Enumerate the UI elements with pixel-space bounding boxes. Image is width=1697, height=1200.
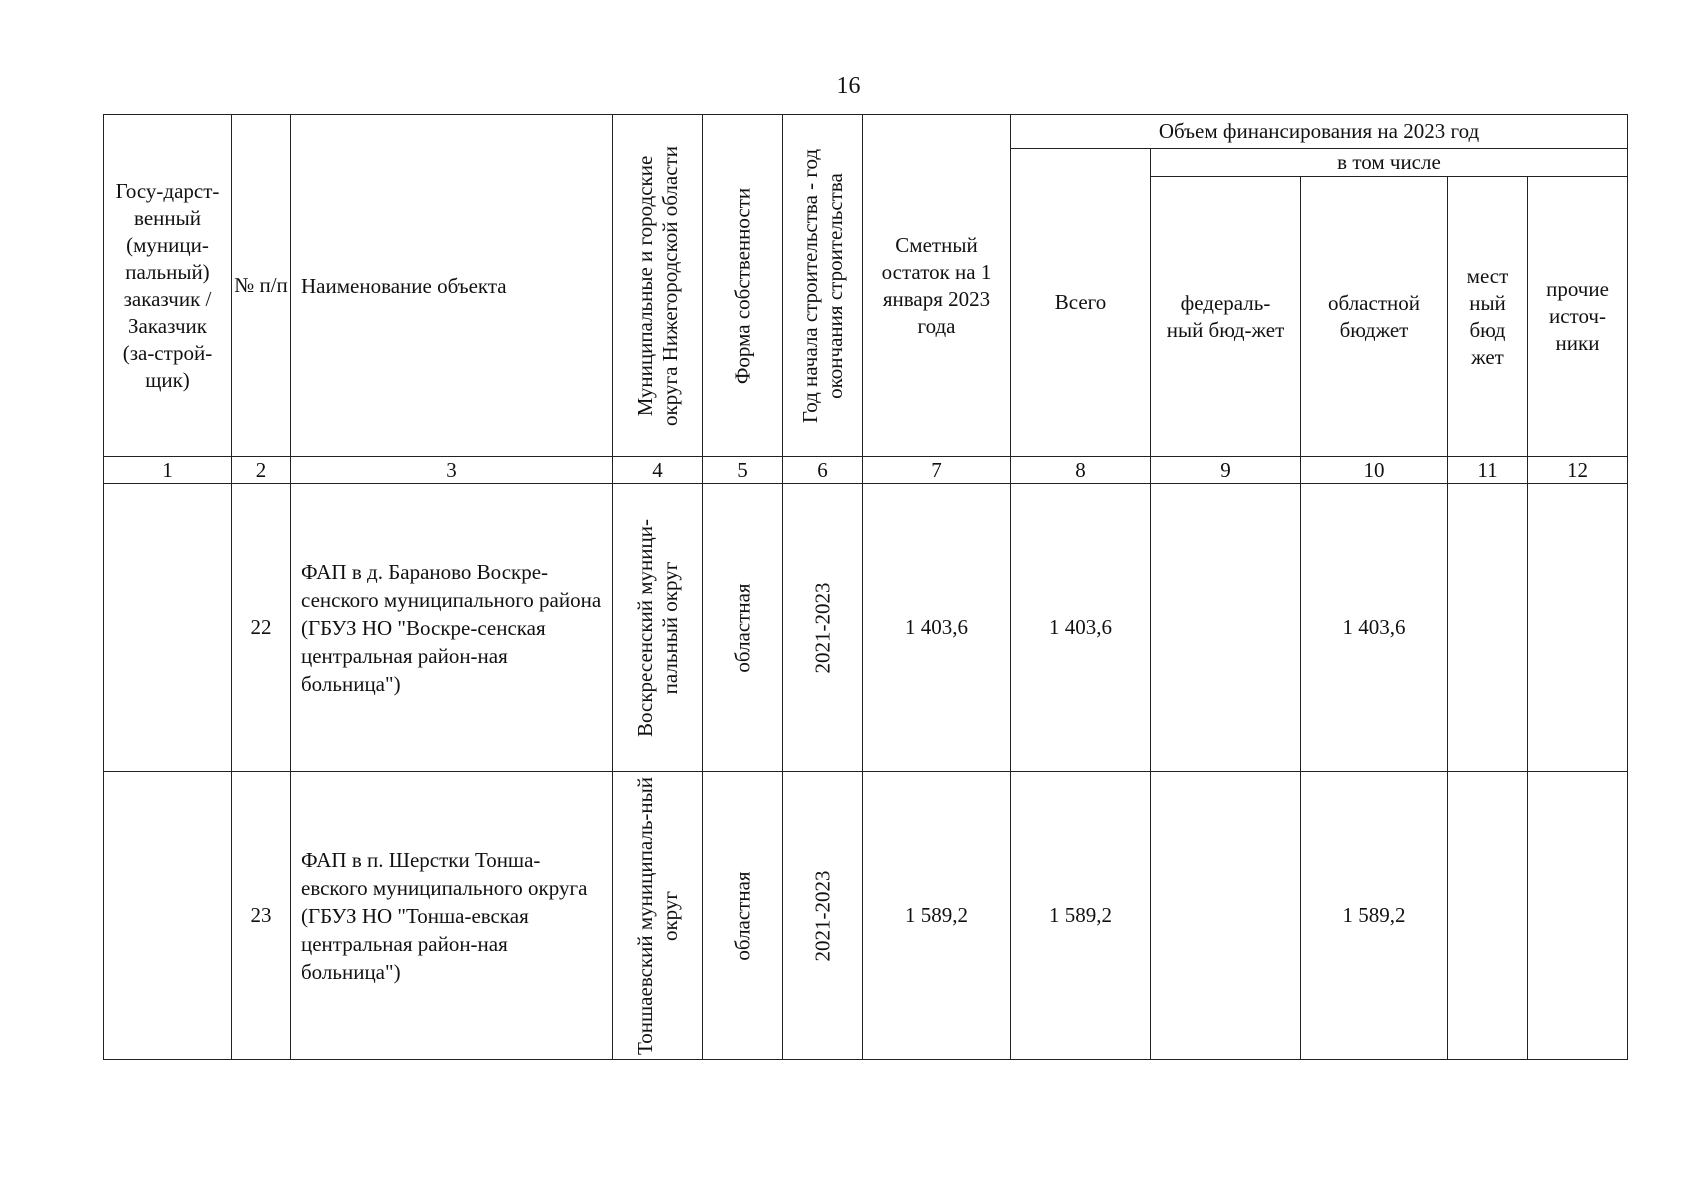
- row-number: 22: [232, 484, 291, 772]
- row-ownership-cell: [703, 772, 783, 1060]
- row-federal: [1151, 484, 1301, 772]
- row-local: [1448, 484, 1528, 772]
- column-number: 5: [703, 457, 783, 484]
- row-other: [1528, 484, 1628, 772]
- table-row: [104, 484, 1628, 772]
- column-number: 3: [291, 457, 613, 484]
- row-total: 1 403,6: [1011, 484, 1151, 772]
- column-number: 11: [1448, 457, 1528, 484]
- row-local: [1448, 772, 1528, 1060]
- header-years-cell: [783, 115, 863, 457]
- header-number: № п/п: [232, 115, 291, 457]
- row-federal: [1151, 772, 1301, 1060]
- header-local: мест ный бюд жет: [1448, 177, 1528, 457]
- row-total: 1 589,2: [1011, 772, 1151, 1060]
- row-ownership: областная: [730, 870, 754, 961]
- financing-table: [103, 114, 1628, 1060]
- row-years: 2021-2023: [810, 870, 834, 961]
- row-district: Воскресенский муници-пальный округ: [632, 518, 682, 737]
- row-years-cell: [783, 484, 863, 772]
- header-federal: федераль-ный бюд-жет: [1151, 177, 1301, 457]
- header-other: прочие источ-ники: [1528, 177, 1628, 457]
- column-number: 9: [1151, 457, 1301, 484]
- column-number: 6: [783, 457, 863, 484]
- row-district-cell: [613, 484, 703, 772]
- row-years-cell: [783, 772, 863, 1060]
- row-years: 2021-2023: [810, 582, 834, 673]
- row-regional: 1 589,2: [1301, 772, 1448, 1060]
- row-object-name: ФАП в д. Бараново Воскре-сенского муниципального района (ГБУЗ НО "Воскре-сенская центральная район-ная больница"): [291, 484, 613, 772]
- header-ownership: Форма собственности: [730, 187, 754, 384]
- column-number: 2: [232, 457, 291, 484]
- column-number: 10: [1301, 457, 1448, 484]
- header-total: Всего: [1011, 149, 1151, 457]
- page-number: 16: [836, 73, 861, 99]
- header-including-group: в том числе: [1151, 149, 1628, 177]
- header-estimate-balance: Сметный остаток на 1 января 2023 года: [863, 115, 1011, 457]
- header-ownership-cell: [703, 115, 783, 457]
- row-estimate-balance: 1 589,2: [863, 772, 1011, 1060]
- column-number: 1: [104, 457, 232, 484]
- row-regional: 1 403,6: [1301, 484, 1448, 772]
- header-district-cell: [613, 115, 703, 457]
- row-customer: [104, 772, 232, 1060]
- row-ownership: областная: [730, 582, 754, 673]
- header-regional: областной бюджет: [1301, 177, 1448, 457]
- column-number: 12: [1528, 457, 1628, 484]
- row-customer: [104, 484, 232, 772]
- row-other: [1528, 772, 1628, 1060]
- row-ownership-cell: [703, 484, 783, 772]
- column-number: 7: [863, 457, 1011, 484]
- row-number: 23: [232, 772, 291, 1060]
- header-years: Год начала строительства - год окончания строительства: [797, 148, 847, 423]
- column-number: 4: [613, 457, 703, 484]
- header-district: Муниципальные и городские округа Нижегородской области: [632, 145, 682, 426]
- row-district: Тоншаевский муниципаль-ный округ: [632, 776, 682, 1055]
- column-numbers-row: [104, 457, 1628, 484]
- header-customer: Госу-дарст-венный (муници-пальный) заказчик / Заказчик (за-строй-щик): [104, 115, 232, 457]
- row-object-name: ФАП в п. Шерстки Тонша-евского муниципального округа (ГБУЗ НО "Тонша-евская центральная район-ная больница"): [291, 772, 613, 1060]
- table-row: [104, 772, 1628, 1060]
- column-number: 8: [1011, 457, 1151, 484]
- header-funding-group: Объем финансирования на 2023 год: [1011, 115, 1628, 149]
- row-estimate-balance: 1 403,6: [863, 484, 1011, 772]
- header-row-top: [104, 115, 1628, 149]
- header-object-name: Наименование объекта: [291, 115, 613, 457]
- row-district-cell: [613, 772, 703, 1060]
